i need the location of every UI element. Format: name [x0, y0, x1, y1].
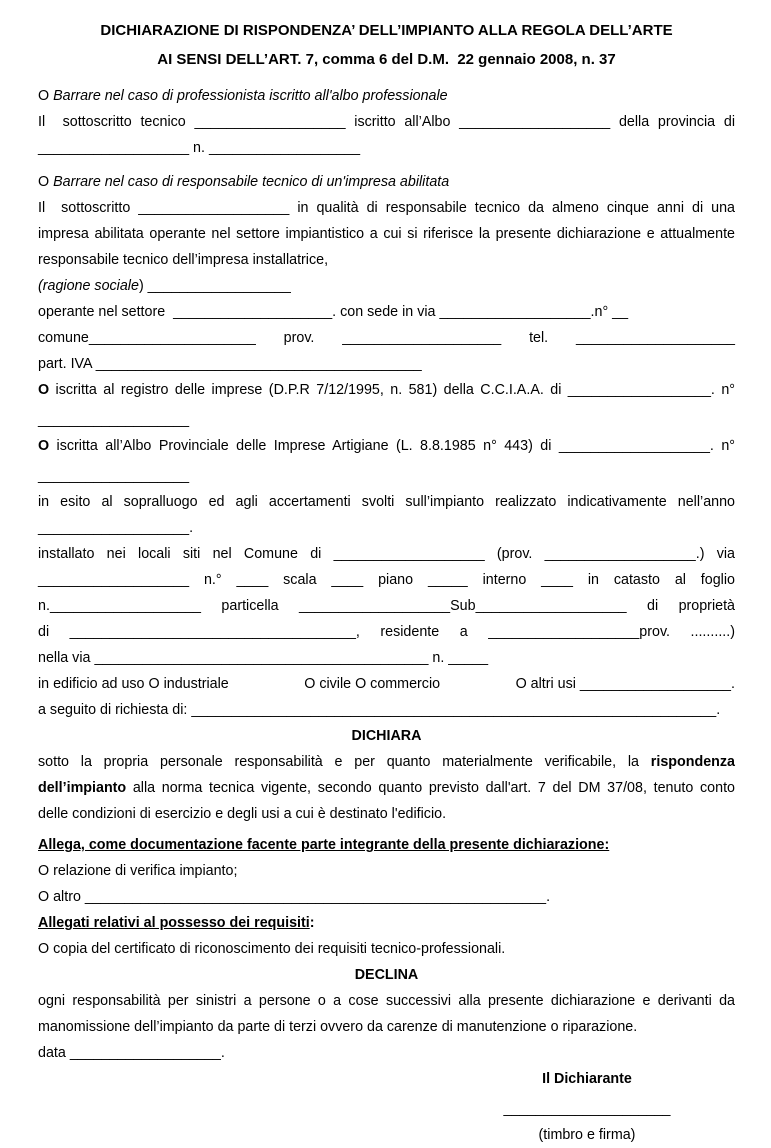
- line-uso-edificio: [38, 671, 735, 697]
- line-operante-settore: [38, 299, 735, 325]
- text-segment: installato nei locali siti nel Comune di: [38, 546, 334, 562]
- para-dichiara-1: [38, 749, 735, 775]
- line-sottoscritto-impresa: [38, 195, 735, 221]
- blank-field: __________________: [147, 278, 291, 294]
- line-data: [38, 1040, 735, 1066]
- blank-field: ___________________: [38, 468, 190, 484]
- text-segment: O altro: [38, 889, 85, 905]
- blank-field: _____: [427, 572, 468, 588]
- text-segment: .n°: [590, 304, 613, 320]
- blank-field: ____: [541, 572, 573, 588]
- option-relazione-verifica: [38, 858, 735, 884]
- blank-field: __________________________________________: [94, 650, 429, 666]
- blank-field: ___________________: [138, 200, 290, 216]
- blank-field: ___________________: [459, 114, 611, 130]
- para-declina-2: [38, 1014, 735, 1040]
- text-segment: .) via: [695, 546, 735, 562]
- text-segment: Barrare nel caso di professionista iscritto all'albo professionale: [53, 88, 448, 104]
- text-segment: Allegati relativi al possesso dei requisiti: [38, 915, 310, 931]
- text-segment: di proprietà: [626, 598, 735, 614]
- blank-field: ____: [236, 572, 269, 588]
- text-segment: iscritta al registro delle imprese (D.P.R 7/12/1995, n. 581) della C.C.I.A.A. di: [49, 382, 568, 398]
- blank-field: ___________________: [194, 114, 346, 130]
- text-segment: (ragione sociale: [38, 278, 139, 294]
- text-segment: responsabile tecnico dell’impresa installatrice,: [38, 252, 329, 268]
- signature-blank: _____________________: [503, 1101, 671, 1117]
- para-dichiara-2: [38, 775, 735, 801]
- text-segment: delle condizioni di esercizio e degli usi a cui è destinato l'edificio.: [38, 806, 447, 822]
- line-ragione-sociale: [38, 273, 735, 299]
- line-partita-iva: [38, 351, 735, 377]
- text-segment: .: [716, 702, 721, 718]
- text-segment: nella via: [38, 650, 95, 666]
- line-comune-impianto: [38, 541, 735, 567]
- text-segment: Sub: [450, 598, 476, 614]
- uso-civile-commercio-option: O civile O commercio: [304, 676, 441, 692]
- line-responsabile-installatrice: [38, 247, 735, 273]
- option-professionista: [38, 83, 735, 109]
- text-segment: scala: [268, 572, 332, 588]
- heading-allega: [38, 832, 735, 858]
- title-line-1: [38, 18, 735, 44]
- line-proprietario: [38, 619, 735, 645]
- text-segment: .: [189, 520, 194, 536]
- uso-altri-option: O altri usi ___________________.: [515, 676, 735, 692]
- form-body: [38, 18, 735, 1148]
- text-segment: DECLINA: [354, 967, 419, 983]
- text-segment: . con sede in via: [332, 304, 440, 320]
- blank-field: ___________________: [333, 546, 485, 562]
- text-segment: in esito al sopralluogo ed agli accertamenti svolti sull’impianto realizzato indicativamente nell’anno: [38, 494, 735, 510]
- heading-declina: [38, 962, 735, 988]
- text-segment: Allega, come documentazione facente parte integrante della presente dichiarazione:: [38, 837, 610, 853]
- signature-caption: [501, 1122, 673, 1148]
- blank-field: __________________________________________________________________: [191, 702, 717, 718]
- line-esito-sopralluogo: [38, 489, 735, 515]
- uso-industriale-option: in edificio ad uso O industriale: [38, 676, 229, 692]
- option-responsabile-tecnico: [38, 169, 735, 195]
- option-altro: [38, 884, 735, 910]
- blank-field: __: [612, 304, 629, 320]
- line-anno: [38, 515, 735, 541]
- text-segment: n.: [38, 598, 50, 614]
- text-segment: DICHIARA: [351, 728, 422, 744]
- blank-field: ___________________: [299, 598, 451, 614]
- blank-field: ____________________: [173, 304, 333, 320]
- text-segment: AI SENSI DELL’ART. 7, comma 6 del D.M. 22 gennaio 2008, n. 37: [157, 51, 616, 68]
- blank-field: _________________________________________: [95, 356, 422, 372]
- blank-field: ___________________: [69, 1045, 221, 1061]
- line-impresa-abilitata: [38, 221, 735, 247]
- blank-field: ___________________: [49, 598, 202, 614]
- text-segment: ): [138, 278, 148, 294]
- blank-field: __________________________________________________________: [84, 889, 547, 905]
- text-segment: part. IVA: [38, 356, 96, 372]
- text-segment: a seguito di richiesta di:: [38, 702, 192, 718]
- blank-field: _____________________: [88, 330, 256, 346]
- text-segment: in catasto al foglio: [572, 572, 735, 588]
- text-segment: :: [309, 915, 315, 931]
- text-segment: rispondenza: [650, 754, 735, 770]
- para-declina-1: [38, 988, 735, 1014]
- option-copia-certificato: [38, 936, 735, 962]
- option-circle: O: [38, 88, 54, 104]
- text-segment: Il Dichiarante: [542, 1071, 632, 1087]
- option-circle: O: [38, 174, 54, 190]
- text-segment: iscritta all’Albo Provinciale delle Imprese Artigiane (L. 8.8.1985 n° 443) di: [49, 438, 559, 454]
- text-segment: in qualità di responsabile tecnico da almeno cinque anni di una: [289, 200, 735, 216]
- blank-field: ____________________: [575, 330, 735, 346]
- blank-field: ___________________: [439, 304, 591, 320]
- text-segment: Il sottoscritto tecnico: [38, 114, 195, 130]
- line-albo-numero: [38, 135, 735, 161]
- text-segment: della provincia di: [610, 114, 735, 130]
- text-segment: n.: [428, 650, 449, 666]
- text-segment: data: [38, 1045, 70, 1061]
- blank-field: __________________: [567, 382, 711, 398]
- text-segment: di: [38, 624, 70, 640]
- line-albo-artigiane-numero: [38, 463, 735, 489]
- text-segment: . n°: [710, 382, 735, 398]
- line-richiesta-di: [38, 697, 735, 723]
- blank-field: _____: [448, 650, 489, 666]
- text-segment: prov.: [255, 330, 343, 346]
- option-albo-artigiane: [38, 433, 735, 459]
- heading-allegati-requisiti: [38, 910, 735, 936]
- option-circle: O: [38, 382, 50, 398]
- text-segment: .: [546, 889, 551, 905]
- text-segment: tel.: [501, 330, 576, 346]
- heading-dichiara: [38, 723, 735, 749]
- text-segment: , residente a: [355, 624, 489, 640]
- blank-field: ___________________: [544, 546, 696, 562]
- blank-field: ____________________________________: [69, 624, 356, 640]
- para-dichiara-3: [38, 801, 735, 827]
- blank-field: ___________________: [38, 572, 190, 588]
- text-segment: relazione di verifica impianto;: [53, 863, 238, 879]
- blank-field: ___________________: [475, 598, 627, 614]
- text-segment: prov. ..........): [639, 624, 736, 640]
- title-line-2: [38, 47, 735, 73]
- text-segment: impresa abilitata operante nel settore impiantistico a cui si riferisce la presente dichiarazione e attualmente: [38, 226, 735, 242]
- text-segment: . n°: [709, 438, 735, 454]
- blank-field: ___________________: [208, 140, 361, 156]
- text-segment: interno: [467, 572, 542, 588]
- text-segment: .: [220, 1045, 225, 1061]
- text-segment: (timbro e firma): [538, 1127, 636, 1143]
- signature-title: [501, 1066, 673, 1092]
- text-segment: DICHIARAZIONE DI RISPONDENZA’ DELL’IMPIANTO ALLA REGOLA DELL’ARTE: [100, 22, 673, 39]
- option-circle: O: [38, 863, 54, 879]
- text-segment: iscritto all’Albo: [345, 114, 460, 130]
- text-segment: manomissione dell’impianto da parte di terzi ovvero da carenze di manutenzione o riparazione.: [38, 1019, 638, 1035]
- blank-field: ___________________: [558, 438, 710, 454]
- option-registro-imprese: [38, 377, 735, 403]
- text-segment: Barrare nel caso di responsabile tecnico di un'impresa abilitata: [53, 174, 450, 190]
- text-segment: particella: [201, 598, 300, 614]
- text-segment: piano: [363, 572, 428, 588]
- blank-field: ___________________: [38, 140, 190, 156]
- blank-field: ____________________: [342, 330, 502, 346]
- signature-line: [501, 1096, 673, 1122]
- text-segment: ogni responsabilità per sinistri a persone o a cose successivi alla presente dichiarazione e derivanti da: [38, 993, 735, 1009]
- text-segment: alla norma tecnica vigente, secondo quanto previsto dall'art. 7 del DM 37/08, tenuto conto: [126, 780, 735, 796]
- text-segment: sotto la propria personale responsabilità e per quanto materialmente verificabile, la: [38, 754, 651, 770]
- text-segment: dell’impianto: [38, 780, 127, 796]
- blank-field: ___________________: [38, 412, 190, 428]
- line-indirizzo-catasto: [38, 567, 735, 593]
- text-segment: copia del certificato di riconoscimento dei requisiti tecnico-professionali.: [53, 941, 506, 957]
- text-segment: Il sottoscritto: [38, 200, 139, 216]
- line-registro-numero: [38, 407, 735, 433]
- line-nella-via: [38, 645, 735, 671]
- option-circle: O: [38, 438, 50, 454]
- line-sottoscritto-tecnico: [38, 109, 735, 135]
- text-segment: n.: [189, 140, 209, 156]
- text-segment: n.°: [189, 572, 237, 588]
- line-comune-prov-tel: [38, 325, 735, 351]
- blank-field: ____: [331, 572, 364, 588]
- text-segment: comune: [38, 330, 89, 346]
- line-foglio-particella: [38, 593, 735, 619]
- text-segment: (prov.: [484, 546, 545, 562]
- text-segment: operante nel settore: [38, 304, 174, 320]
- blank-field: ___________________: [38, 520, 190, 536]
- option-circle: O: [38, 941, 54, 957]
- blank-field: ___________________: [488, 624, 640, 640]
